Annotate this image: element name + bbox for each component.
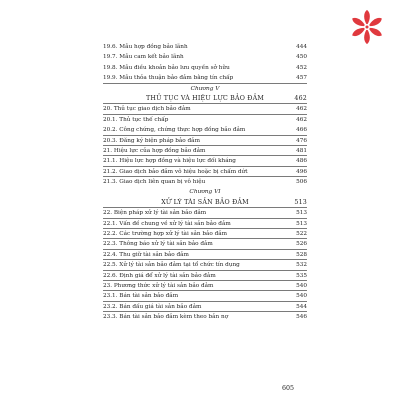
toc-entry [103, 146, 307, 156]
toc-entry [103, 312, 307, 322]
toc-entry [103, 73, 307, 83]
toc-entry-text: Chương V [190, 85, 220, 92]
toc-entry-page: 481 [296, 147, 307, 154]
toc-entry-text: 23.2. Bán đấu giá tài sản bảo đảm [103, 303, 202, 310]
toc-entry [103, 156, 307, 166]
toc-entry [103, 63, 307, 73]
toc-entry-text: 19.6. Mẫu hợp đồng bảo lãnh [103, 44, 188, 50]
toc-entry-page: 526 [296, 241, 307, 248]
chapter-heading [103, 84, 307, 94]
toc-entry [103, 250, 307, 260]
toc-entry [103, 239, 307, 249]
toc-entry-page: 462 [296, 116, 307, 123]
toc-entry [103, 115, 307, 125]
toc-entry-text: 22.4. Thu giữ tài sản bảo đảm [103, 251, 189, 258]
toc-entry-text: 20.2. Công chứng, chứng thực hợp đồng bảo đảm [103, 127, 246, 134]
toc-entry-page: 513 [294, 198, 307, 206]
toc-entry-page: 457 [296, 75, 307, 82]
toc-entry-page: 540 [296, 282, 307, 289]
toc-entry-text: 22.2. Các trường hợp xử lý tài sản bảo đảm [103, 231, 228, 238]
toc-entry-text: THỦ TỤC VÀ HIỆU LỰC BẢO ĐẢM [145, 94, 264, 102]
toc-entry-page: 450 [296, 54, 307, 61]
toc-entry-page: 462 [294, 94, 307, 102]
table-of-contents [103, 42, 307, 323]
toc-entry-text: 19.7. Mẫu cam kết bảo lãnh [103, 54, 184, 61]
toc-entry-text: 20.3. Đăng ký biện pháp bảo đảm [103, 137, 200, 144]
toc-entry-text: XỬ LÝ TÀI SẢN BẢO ĐẢM [161, 198, 249, 206]
toc-entry-page: 540 [296, 293, 307, 300]
chapter-title [103, 198, 307, 208]
toc-entry [103, 271, 307, 281]
toc-entry [103, 177, 307, 187]
toc-entry-text: 21.1. Hiệu lực hợp đồng và hiệu lực đối kháng [103, 158, 236, 165]
toc-entry [103, 42, 307, 52]
toc-entry [103, 167, 307, 177]
page-number: 605 [282, 385, 295, 392]
toc-entry-text: 23. Phương thức xử lý tài sản bảo đảm [103, 282, 214, 289]
toc-entry-text: 23.3. Bán tài sản bảo đảm kèm theo bản nợ [103, 314, 229, 321]
chapter-heading [103, 187, 307, 197]
toc-entry [103, 291, 307, 301]
toc-entry-page: 546 [296, 314, 307, 321]
toc-entry-text: 22. Biện pháp xử lý tài sản bảo đảm [103, 210, 207, 217]
toc-entry-page: 452 [296, 64, 307, 71]
toc-entry-text: 22.5. Xử lý tài sản bảo đảm tại tổ chức tín dụng [103, 262, 240, 269]
toc-entry-text: 22.6. Định giá để xử lý tài sản bảo đảm [103, 272, 216, 279]
toc-entry-text: 20.1. Thủ tục thế chấp [103, 116, 169, 123]
toc-entry [103, 136, 307, 146]
toc-entry [103, 229, 307, 239]
toc-entry-page: 535 [296, 272, 307, 279]
toc-entry [103, 52, 307, 62]
toc-entry-text: 20. Thủ tục giao dịch bảo đảm [103, 106, 191, 113]
toc-entry-text: 22.3. Thông báo xử lý tài sản bảo đảm [103, 241, 213, 248]
toc-entry [103, 208, 307, 218]
toc-entry-page: 532 [296, 262, 307, 269]
toc-entry-page: 462 [296, 106, 307, 113]
toc-entry-page: 544 [296, 303, 307, 310]
toc-entry-text: 23.1. Bán tài sản bảo đảm [103, 293, 179, 300]
toc-entry-page: 476 [296, 137, 307, 144]
chapter-title [103, 94, 307, 104]
toc-entry-page: 513 [296, 210, 307, 217]
toc-entry-text: 21. Hiệu lực của hợp đồng bảo đảm [103, 147, 206, 154]
flower-logo-icon [348, 8, 386, 46]
toc-entry-text: Chương VI [189, 189, 221, 196]
toc-entry-page: 513 [296, 220, 307, 227]
toc-entry [103, 125, 307, 135]
toc-entry-page: 486 [296, 158, 307, 165]
toc-entry-page: 528 [296, 251, 307, 258]
toc-entry-page: 444 [296, 44, 307, 50]
toc-entry-text: 19.8. Mẫu điều khoản bảo lưu quyền sở hữu [103, 64, 230, 71]
toc-entry [103, 281, 307, 291]
toc-entry-page: 496 [296, 168, 307, 175]
toc-entry [103, 260, 307, 270]
toc-entry-text: 22.1. Vấn đề chung về xử lý tài sản bảo đảm [103, 220, 231, 227]
toc-entry [103, 104, 307, 114]
toc-entry-text: 19.9. Mẫu thỏa thuận bảo đảm bằng tín chấp [103, 75, 234, 82]
toc-entry-page: 506 [296, 179, 307, 186]
toc-entry-text: 21.3. Giao dịch liên quan bị vô hiệu [103, 179, 206, 186]
toc-entry-page: 466 [296, 127, 307, 134]
toc-entry [103, 302, 307, 312]
toc-entry-text: 21.2. Giao dịch bảo đảm vô hiệu hoặc bị chấm dứt [103, 168, 248, 175]
toc-entry-page: 522 [296, 231, 307, 238]
toc-entry [103, 219, 307, 229]
